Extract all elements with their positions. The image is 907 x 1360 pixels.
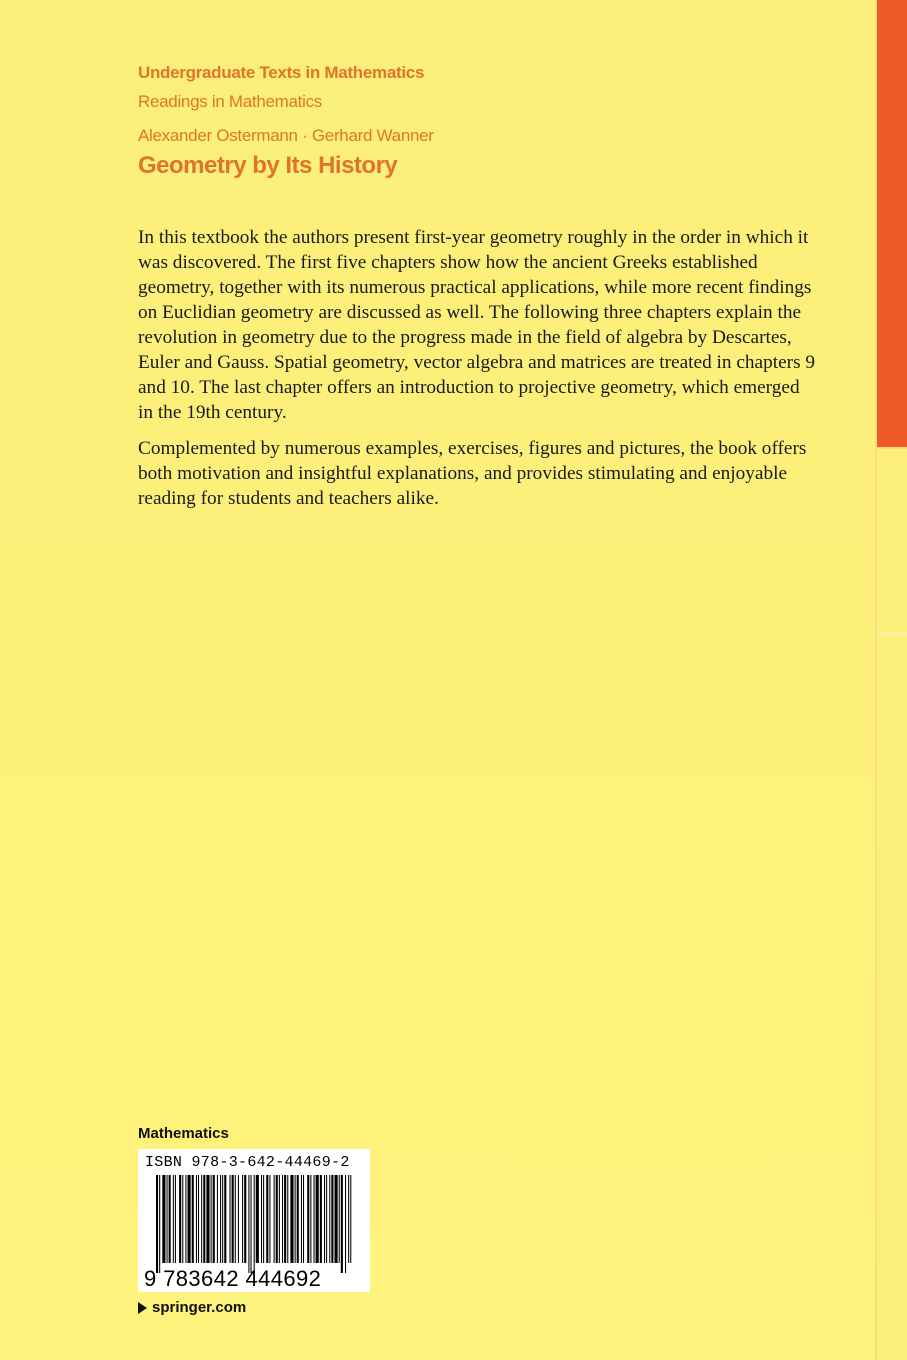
barcode-bar [314,1175,315,1263]
description-paragraph-1: In this textbook the authors present first-year geometry roughly in the order in which it was discovered. The first five chapters show how the ancient Greeks established geometry, together with its numerous practical applications, while more recent findings on Euclidian geometry are discussed as well. The following three chapters explain the revolution in geometry due to the progress made in the field of algebra by Descartes, Euler and Gauss. Spatial geometry, vector algebra and matrices are treated in chapters 9 and 10. The last chapter offers an introduction to projective geometry, which emerged in the 19th century. [138,227,816,423]
authors: Alexander Ostermann · Gerhard Wanner [138,126,434,145]
barcode-bar [185,1175,186,1263]
barcode-bar [297,1175,299,1263]
barcode-bar [266,1175,268,1263]
barcode-bar [345,1175,346,1273]
barcode-bar [348,1175,349,1263]
barcode-bar [244,1175,246,1263]
barcode-bar [256,1175,259,1263]
barcode-bar [206,1175,209,1263]
barcode-bar [201,1175,202,1263]
barcode [138,1149,370,1292]
barcode-bar [303,1175,304,1263]
barcode-bar [182,1175,183,1263]
barcode-bar [167,1175,168,1263]
barcode-bar [217,1175,218,1263]
barcode-bar [331,1175,333,1263]
barcode-bar [220,1175,221,1263]
ean-digits: 9 783642 444692 [144,1266,322,1291]
spine-divider [877,447,907,449]
subject-label: Mathematics [138,1125,229,1142]
barcode-bar [224,1175,226,1263]
barcode-bar [230,1175,231,1263]
barcode-bar [179,1175,181,1263]
barcode-bar [269,1175,270,1263]
barcode-bar [339,1175,340,1263]
barcode-bar [276,1175,278,1263]
book-title: Geometry by Its History [138,152,398,179]
barcode-bar [310,1175,311,1263]
barcode-bar [324,1175,325,1263]
arrow-right-icon [138,1302,147,1314]
barcode-bar [192,1175,194,1263]
barcode-bar [235,1175,236,1263]
barcode-bar [282,1175,283,1263]
barcode-bar [307,1175,309,1263]
barcode-bar [295,1175,296,1263]
barcode-bar [175,1175,176,1263]
barcode-bar [261,1175,262,1263]
barcode-bar [341,1175,343,1273]
barcode-bar [203,1175,205,1263]
publisher-link[interactable] [138,1299,246,1316]
barcode-bar [254,1175,255,1273]
barcode-bar [196,1175,197,1263]
barcode-bar [242,1175,243,1263]
description-paragraph-2: Complemented by numerous examples, exercises, figures and pictures, the book offers both motivation and insightful explanations, and provides stimulating and enjoyable reading for students and teachers alike. [138,438,807,509]
barcode-bar [248,1175,249,1273]
publisher-link-text: springer.com [152,1299,247,1316]
barcode-bar [284,1175,286,1263]
barcode-bar [301,1175,302,1263]
barcode-bar [316,1175,319,1263]
barcode-bars [156,1175,356,1273]
subseries-title: Readings in Mathematics [138,92,322,111]
barcode-bar [335,1175,338,1263]
barcode-bar [222,1175,223,1263]
barcode-bar [159,1175,160,1273]
barcode-bar [274,1175,275,1263]
spine-orange-band [877,0,907,447]
barcode-bar [211,1175,212,1263]
barcode-bar [169,1175,171,1263]
spine-divider [877,633,907,635]
barcode-bar [279,1175,280,1263]
barcode-bar [156,1175,158,1273]
barcode-bar [290,1175,293,1263]
barcode-bar [232,1175,234,1263]
barcode-bar [251,1175,252,1273]
barcode-bar [320,1175,322,1263]
barcode-bar [350,1175,351,1263]
barcode-bar [173,1175,174,1263]
barcode-bar [198,1175,199,1263]
barcode-bar [329,1175,330,1263]
barcode-bar [188,1175,191,1263]
barcode-bar [263,1175,264,1263]
barcode-bar [162,1175,165,1263]
barcode-bar [238,1175,239,1263]
barcode-bar [287,1175,288,1263]
series-title: Undergraduate Texts in Mathematics [138,63,425,82]
barcode-bar [326,1175,327,1263]
isbn-text: ISBN 978-3-642-44469-2 [145,1154,350,1171]
barcode-bar [213,1175,215,1263]
